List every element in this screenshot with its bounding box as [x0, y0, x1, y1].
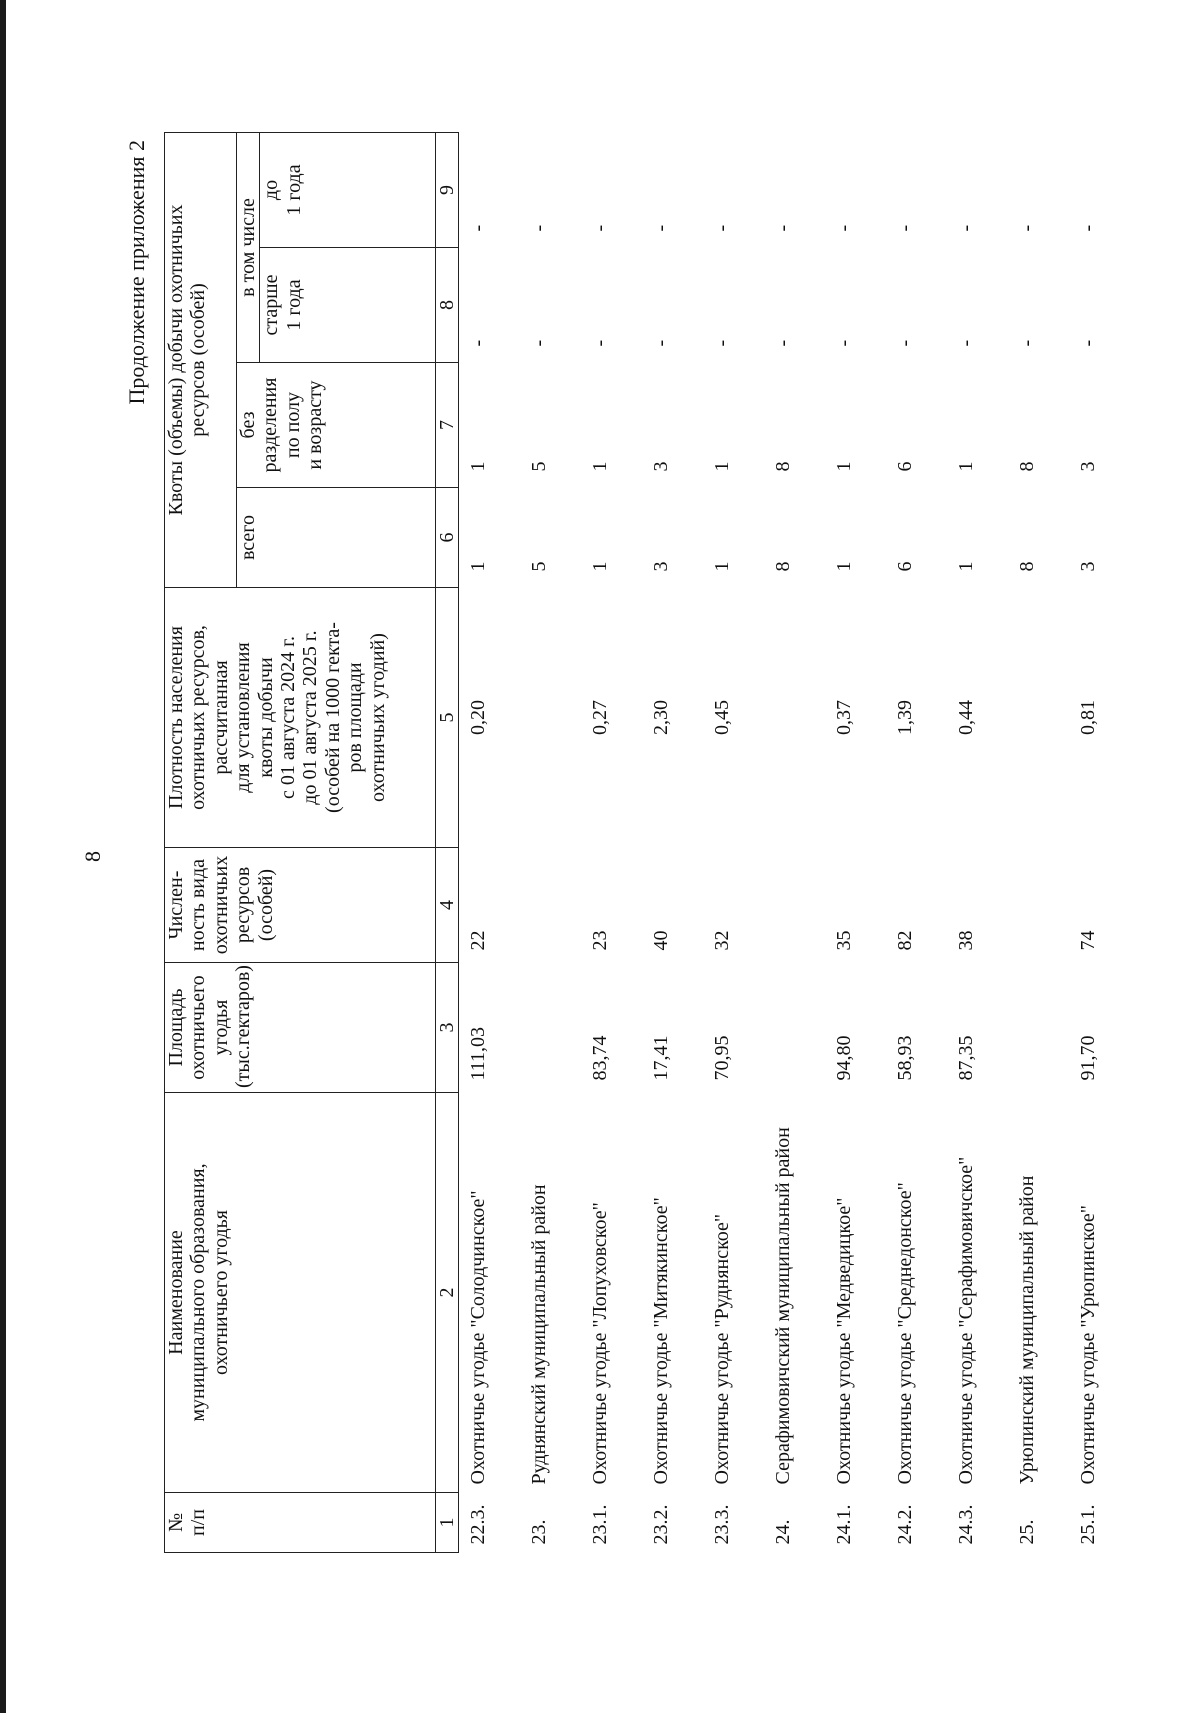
quota-table	[164, 132, 1130, 1553]
row-younger: -	[711, 224, 734, 232]
header-in-that-number: в том числе	[237, 133, 260, 363]
header-older: старше 1 года	[260, 248, 436, 363]
column-number: 8	[436, 248, 459, 363]
table-row	[764, 133, 825, 1553]
table-row	[520, 133, 581, 1553]
row-density	[764, 588, 825, 848]
row-no-division: 1	[711, 461, 734, 472]
row-density: 1,39	[894, 700, 917, 735]
row-younger: -	[833, 224, 856, 232]
row-count: 32	[711, 930, 734, 951]
row-number: 23.1.	[589, 1504, 612, 1545]
header-no-division: без разделения по полу и возрасту	[237, 363, 436, 488]
row-no-division: 3	[650, 461, 673, 472]
row-count: 74	[1077, 930, 1100, 951]
row-name: Охотничье угодье "Лопуховское"	[589, 1202, 612, 1485]
row-older: -	[467, 339, 490, 347]
row-count	[520, 848, 581, 963]
row-area	[1008, 963, 1069, 1093]
row-area: 94,80	[833, 1035, 856, 1081]
page-number: 8	[80, 851, 105, 862]
table-row	[825, 133, 886, 1553]
header-total: всего	[237, 488, 436, 588]
row-no-division: 1	[589, 461, 612, 472]
row-total: 1	[833, 561, 856, 572]
row-number: 24.2.	[894, 1504, 917, 1545]
row-number: 22.3.	[467, 1504, 490, 1545]
row-name: Охотничье угодье "Урюпинское"	[1077, 1205, 1100, 1485]
header-quota-group: Квоты (объемы) добычи охотничьих ресурсов (особей)	[165, 133, 237, 588]
row-no-division: 1	[833, 461, 856, 472]
row-density	[1008, 588, 1069, 848]
row-total: 5	[528, 561, 551, 572]
row-density: 0,81	[1077, 700, 1100, 735]
row-older: -	[772, 339, 795, 347]
row-number: 24.3.	[955, 1504, 978, 1545]
column-number: 2	[436, 1093, 459, 1493]
row-density: 0,44	[955, 700, 978, 735]
row-number: 23.3.	[711, 1504, 734, 1545]
row-area: 58,93	[894, 1035, 917, 1081]
row-younger: -	[1016, 224, 1039, 232]
row-count: 38	[955, 930, 978, 951]
row-older: -	[955, 339, 978, 347]
column-number: 6	[436, 488, 459, 588]
row-no-division: 3	[1077, 461, 1100, 472]
header-density: Плотность населения охотничьих ресурсов, рассчитанная для установления квоты добычи с 01 августа 2024 г. до 01 августа 2025 г. (особей на 1000 гекта- ров площади охотничьих угодий)	[165, 588, 436, 848]
row-count	[1008, 848, 1069, 963]
row-older: -	[589, 339, 612, 347]
table-row	[1069, 133, 1130, 1553]
row-younger: -	[589, 224, 612, 232]
row-count: 23	[589, 930, 612, 951]
row-name: Охотничье угодье "Митякинское"	[650, 1197, 673, 1485]
header-younger: до 1 года	[260, 133, 436, 248]
row-younger: -	[467, 224, 490, 232]
row-density: 0,27	[589, 700, 612, 735]
column-number: 9	[436, 133, 459, 248]
row-no-division: 1	[467, 461, 490, 472]
row-count: 22	[467, 930, 490, 951]
row-area: 91,70	[1077, 1035, 1100, 1081]
row-total: 1	[711, 561, 734, 572]
row-name: Охотничье угодье "Солодчинское"	[467, 1190, 490, 1485]
row-density	[520, 588, 581, 848]
row-area: 111,03	[467, 1026, 490, 1081]
column-number: 3	[436, 963, 459, 1093]
row-younger: -	[772, 224, 795, 232]
column-number: 5	[436, 588, 459, 848]
row-no-division: 8	[772, 461, 795, 472]
row-number: 25.1.	[1077, 1504, 1100, 1545]
header-area: Площадь охотничьего угодья (тыс.гектаров)	[165, 963, 436, 1093]
row-older: -	[650, 339, 673, 347]
header-name: Наименование муниципального образования, охотничьего угодья	[165, 1093, 436, 1493]
row-total: 1	[467, 561, 490, 572]
row-density: 0,37	[833, 700, 856, 735]
row-older: -	[833, 339, 856, 347]
header-count: Числен- ность вида охотничьих ресурсов (особей)	[165, 848, 436, 963]
row-younger: -	[528, 224, 551, 232]
column-number: 7	[436, 363, 459, 488]
row-name: Руднянский муниципальный район	[528, 1184, 551, 1485]
row-total: 1	[955, 561, 978, 572]
row-older: -	[894, 339, 917, 347]
row-no-division: 8	[1016, 461, 1039, 472]
column-number: 1	[436, 1493, 459, 1553]
row-older: -	[711, 339, 734, 347]
row-name: Охотничье угодье "Серафимовичское"	[955, 1156, 978, 1485]
row-area: 87,35	[955, 1035, 978, 1081]
row-count: 40	[650, 930, 673, 951]
table-row	[581, 133, 642, 1553]
row-density: 2,30	[650, 700, 673, 735]
table-row	[1008, 133, 1069, 1553]
row-number: 23.	[528, 1519, 551, 1545]
column-number: 4	[436, 848, 459, 963]
row-number: 24.	[772, 1519, 795, 1545]
row-younger: -	[894, 224, 917, 232]
row-younger: -	[955, 224, 978, 232]
column-number-row	[436, 133, 459, 1553]
table-row	[703, 133, 764, 1553]
row-number: 24.1.	[833, 1504, 856, 1545]
row-total: 3	[650, 561, 673, 572]
row-density: 0,45	[711, 700, 734, 735]
row-name: Урюпинский муниципальный район	[1016, 1175, 1039, 1485]
row-area: 70,95	[711, 1035, 734, 1081]
row-count	[764, 848, 825, 963]
row-older: -	[1077, 339, 1100, 347]
row-younger: -	[1077, 224, 1100, 232]
table-row	[947, 133, 1008, 1553]
row-density: 0,20	[467, 700, 490, 735]
row-name: Серафимовичский муниципальный район	[772, 1127, 795, 1485]
row-older: -	[528, 339, 551, 347]
row-younger: -	[650, 224, 673, 232]
row-name: Охотничье угодье "Руднянское"	[711, 1213, 734, 1485]
row-name: Охотничье угодье "Среднедонское"	[894, 1182, 917, 1485]
row-count: 35	[833, 930, 856, 951]
row-area: 17,41	[650, 1035, 673, 1081]
row-total: 6	[894, 561, 917, 572]
continuation-label: Продолжение приложения 2	[124, 140, 149, 405]
row-count: 82	[894, 930, 917, 951]
table-row	[886, 133, 947, 1553]
row-total: 3	[1077, 561, 1100, 572]
row-name: Охотничье угодье "Медведицкое"	[833, 1197, 856, 1485]
header-number: № п/п	[165, 1493, 436, 1553]
row-no-division: 5	[528, 461, 551, 472]
row-total: 8	[1016, 561, 1039, 572]
row-no-division: 1	[955, 461, 978, 472]
row-area: 83,74	[589, 1035, 612, 1081]
row-number: 23.2.	[650, 1504, 673, 1545]
table-row	[459, 133, 521, 1553]
row-total: 8	[772, 561, 795, 572]
row-number: 25.	[1016, 1519, 1039, 1545]
row-total: 1	[589, 561, 612, 572]
row-area	[764, 963, 825, 1093]
row-no-division: 6	[894, 461, 917, 472]
row-area	[520, 963, 581, 1093]
table-row	[642, 133, 703, 1553]
row-older: -	[1016, 339, 1039, 347]
